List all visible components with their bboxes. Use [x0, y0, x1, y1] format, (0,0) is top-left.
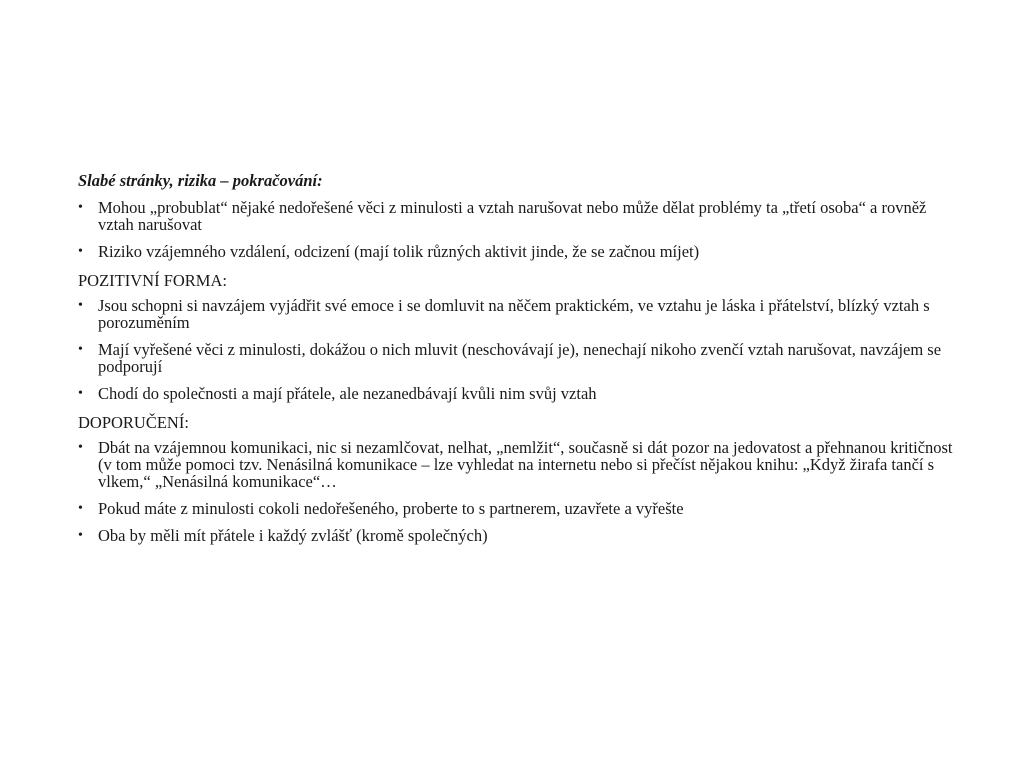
bullet-icon: • — [78, 244, 83, 259]
bullet-icon: • — [78, 528, 83, 543]
recommendations-list — [78, 439, 958, 544]
section-heading-positive: POZITIVNÍ FORMA: — [78, 271, 227, 290]
list-item-text: Pokud máte z minulosti cokoli nedořešeného, proberte to s partnerem, uzavřete a vyřešte — [98, 499, 684, 518]
slide-content — [78, 170, 958, 554]
section-heading-weaknesses: Slabé stránky, rizika – pokračování: — [78, 171, 323, 190]
bullet-icon: • — [78, 298, 83, 313]
list-item — [78, 385, 958, 402]
positive-list — [78, 297, 958, 402]
list-item — [78, 341, 958, 375]
list-item-text: Oba by měli mít přátele i každý zvlášť (kromě společných) — [98, 526, 488, 545]
list-item-text: Dbát na vzájemnou komunikaci, nic si nezamlčovat, nelhat, „nemlžit“, současně si dát pozor na jedovatost a přehnanou kritičnost (v tom může pomoci tzv. Nenásilná komunikace – lze vyhledat na internetu nebo si přečíst nějakou knihu: „Když žirafa tančí s vlkem,“ „Nenásilná komunikace“… — [98, 438, 953, 491]
bullet-icon: • — [78, 440, 83, 455]
bullet-icon: • — [78, 342, 83, 357]
weaknesses-list — [78, 199, 958, 260]
list-item-text: Chodí do společnosti a mají přátele, ale nezanedbávají kvůli nim svůj vztah — [98, 384, 597, 403]
list-item-text: Riziko vzájemného vzdálení, odcizení (mají tolik různých aktivit jinde, že se začnou míjet) — [98, 242, 700, 261]
list-item — [78, 199, 958, 233]
list-item — [78, 500, 958, 517]
list-item — [78, 527, 958, 544]
list-item — [78, 439, 958, 490]
list-item — [78, 297, 958, 331]
bullet-icon: • — [78, 386, 83, 401]
list-item — [78, 243, 958, 260]
bullet-icon: • — [78, 501, 83, 516]
section-heading-recommendations: DOPORUČENÍ: — [78, 413, 189, 432]
list-item-text: Mají vyřešené věci z minulosti, dokážou o nich mluvit (neschovávají je), nenechají nikoho zvenčí vztah narušovat, navzájem se podporují — [98, 340, 942, 376]
bullet-icon: • — [78, 200, 83, 215]
list-item-text: Mohou „probublat“ nějaké nedořešené věci z minulosti a vztah narušovat nebo může dělat problémy ta „třetí osoba“ a rovněž vztah narušovat — [98, 198, 927, 234]
list-item-text: Jsou schopni si navzájem vyjádřit své emoce i se domluvit na něčem praktickém, ve vztahu je láska i přátelství, blízký vztah s porozuměním — [98, 296, 930, 332]
